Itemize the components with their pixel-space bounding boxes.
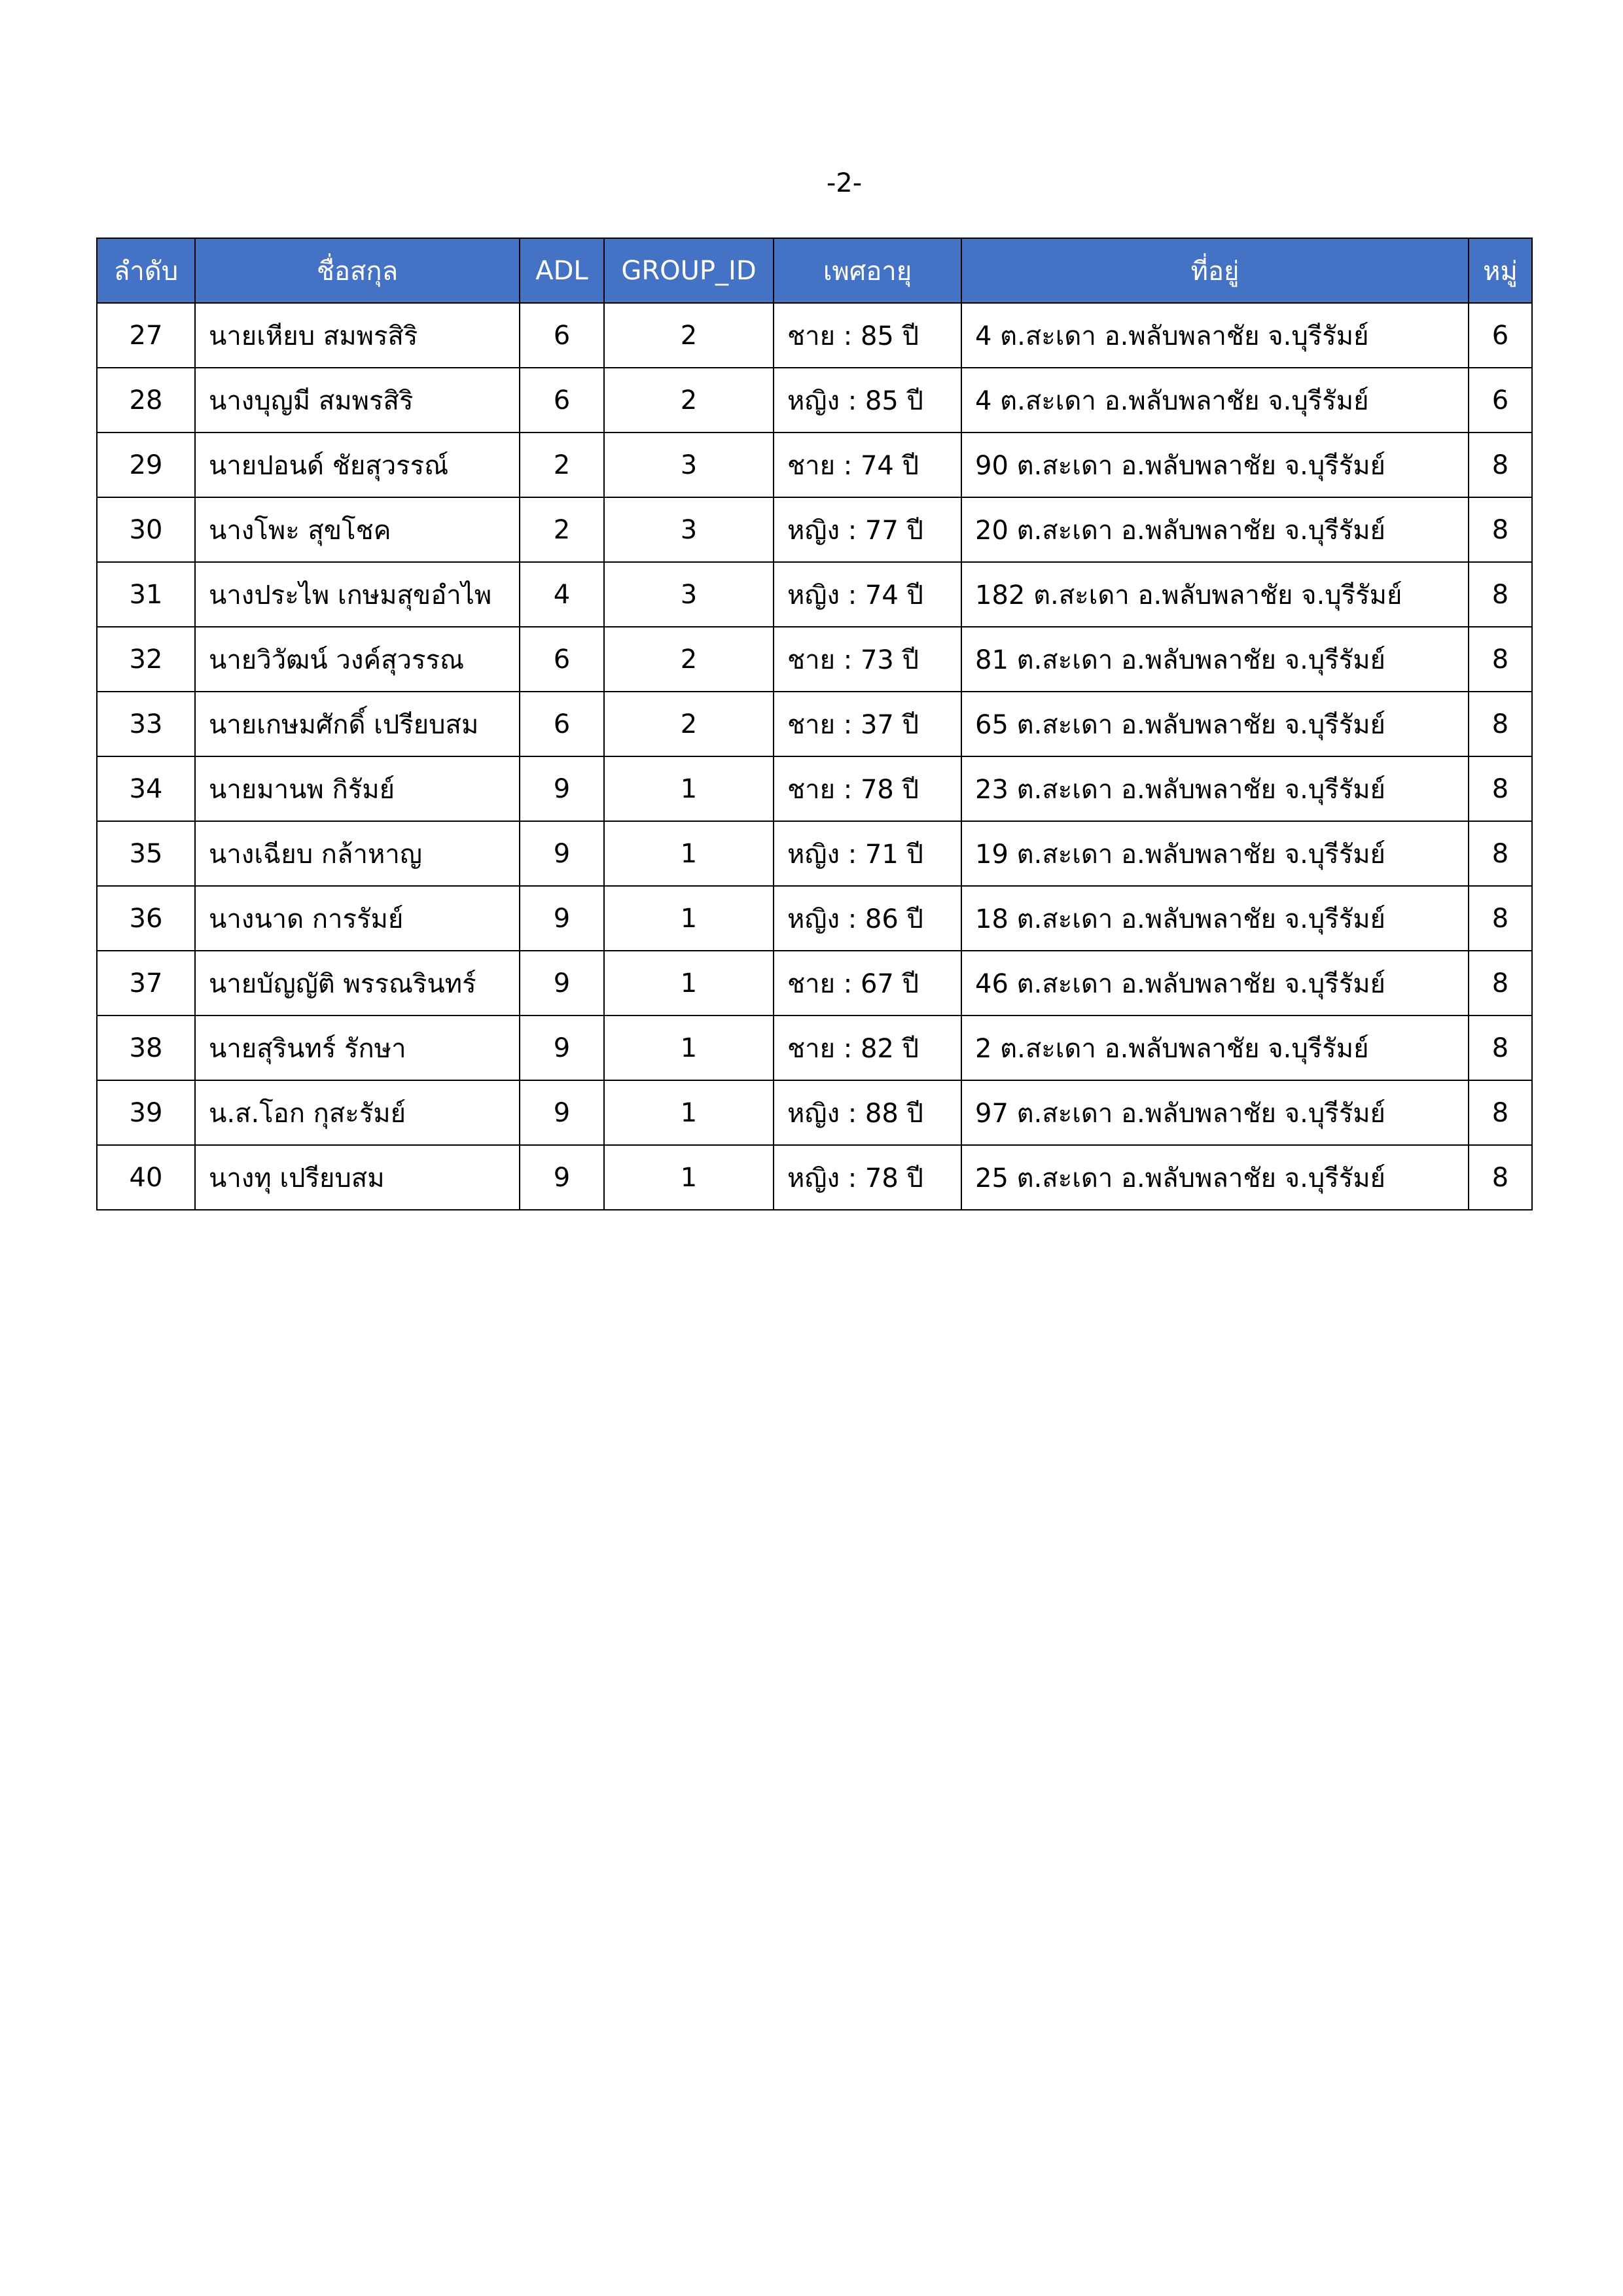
cell-address: 97 ต.สะเดา อ.พลับพลาชัย จ.บุรีรัมย์: [961, 1080, 1469, 1145]
cell-name: นายบัญญัติ พรรณรินทร์: [195, 951, 520, 1016]
cell-address: 2 ต.สะเดา อ.พลับพลาชัย จ.บุรีรัมย์: [961, 1016, 1469, 1080]
cell-village: 8: [1469, 497, 1532, 562]
table-row: [97, 303, 1532, 368]
cell-village: 8: [1469, 1016, 1532, 1080]
cell-adl: 6: [520, 303, 604, 368]
cell-address: 23 ต.สะเดา อ.พลับพลาชัย จ.บุรีรัมย์: [961, 756, 1469, 821]
cell-address: 18 ต.สะเดา อ.พลับพลาชัย จ.บุรีรัมย์: [961, 886, 1469, 951]
cell-village: 8: [1469, 433, 1532, 497]
cell-order: 39: [97, 1080, 195, 1145]
cell-order: 37: [97, 951, 195, 1016]
table-row: [97, 692, 1532, 756]
table-row: [97, 756, 1532, 821]
cell-name: นายสุรินทร์ รักษา: [195, 1016, 520, 1080]
table-row: [97, 1016, 1532, 1080]
cell-gender-age: ชาย : 85 ปี: [774, 303, 961, 368]
cell-gender-age: ชาย : 74 ปี: [774, 433, 961, 497]
cell-village: 8: [1469, 756, 1532, 821]
cell-adl: 9: [520, 1145, 604, 1210]
cell-adl: 9: [520, 886, 604, 951]
cell-gender-age: หญิง : 86 ปี: [774, 886, 961, 951]
cell-gender-age: ชาย : 82 ปี: [774, 1016, 961, 1080]
cell-address: 81 ต.สะเดา อ.พลับพลาชัย จ.บุรีรัมย์: [961, 627, 1469, 692]
cell-gender-age: ชาย : 78 ปี: [774, 756, 961, 821]
cell-village: 8: [1469, 886, 1532, 951]
cell-name: นายเหียบ สมพรสิริ: [195, 303, 520, 368]
cell-gender-age: หญิง : 85 ปี: [774, 368, 961, 433]
cell-group-id: 1: [604, 1016, 774, 1080]
cell-adl: 4: [520, 562, 604, 627]
cell-village: 8: [1469, 1145, 1532, 1210]
cell-order: 36: [97, 886, 195, 951]
cell-gender-age: หญิง : 88 ปี: [774, 1080, 961, 1145]
elderly-roster-table: [96, 238, 1533, 1210]
cell-order: 30: [97, 497, 195, 562]
cell-village: 6: [1469, 303, 1532, 368]
cell-village: 8: [1469, 562, 1532, 627]
cell-name: นางประไพ เกษมสุขอำไพ: [195, 562, 520, 627]
cell-order: 35: [97, 821, 195, 886]
table-header-row: [97, 238, 1532, 303]
cell-name: นายวิวัฒน์ วงค์สุวรรณ: [195, 627, 520, 692]
cell-order: 27: [97, 303, 195, 368]
table-row: [97, 1080, 1532, 1145]
header-village: หมู่: [1469, 238, 1532, 303]
cell-address: 65 ต.สะเดา อ.พลับพลาชัย จ.บุรีรัมย์: [961, 692, 1469, 756]
table-body: [97, 303, 1532, 1210]
cell-gender-age: ชาย : 73 ปี: [774, 627, 961, 692]
cell-adl: 2: [520, 497, 604, 562]
cell-order: 32: [97, 627, 195, 692]
cell-village: 8: [1469, 951, 1532, 1016]
cell-order: 40: [97, 1145, 195, 1210]
cell-address: 182 ต.สะเดา อ.พลับพลาชัย จ.บุรีรัมย์: [961, 562, 1469, 627]
cell-gender-age: หญิง : 77 ปี: [774, 497, 961, 562]
cell-address: 19 ต.สะเดา อ.พลับพลาชัย จ.บุรีรัมย์: [961, 821, 1469, 886]
table-row: [97, 886, 1532, 951]
cell-order: 34: [97, 756, 195, 821]
cell-group-id: 2: [604, 368, 774, 433]
cell-village: 6: [1469, 368, 1532, 433]
cell-adl: 6: [520, 692, 604, 756]
cell-name: นางนาด การรัมย์: [195, 886, 520, 951]
header-group-id: GROUP_ID: [604, 238, 774, 303]
header-address: ที่อยู่: [961, 238, 1469, 303]
cell-group-id: 1: [604, 756, 774, 821]
cell-village: 8: [1469, 692, 1532, 756]
cell-gender-age: หญิง : 74 ปี: [774, 562, 961, 627]
cell-order: 38: [97, 1016, 195, 1080]
cell-adl: 9: [520, 821, 604, 886]
cell-group-id: 2: [604, 627, 774, 692]
cell-order: 31: [97, 562, 195, 627]
cell-group-id: 3: [604, 562, 774, 627]
cell-name: นางโพะ สุขโชค: [195, 497, 520, 562]
cell-name: น.ส.โอก กุสะรัมย์: [195, 1080, 520, 1145]
page-number: -2-: [826, 168, 863, 198]
cell-order: 29: [97, 433, 195, 497]
cell-adl: 9: [520, 1080, 604, 1145]
cell-address: 90 ต.สะเดา อ.พลับพลาชัย จ.บุรีรัมย์: [961, 433, 1469, 497]
table-row: [97, 562, 1532, 627]
header-gender-age: เพศอายุ: [774, 238, 961, 303]
cell-group-id: 1: [604, 886, 774, 951]
cell-adl: 9: [520, 951, 604, 1016]
cell-group-id: 1: [604, 821, 774, 886]
cell-adl: 2: [520, 433, 604, 497]
cell-village: 8: [1469, 1080, 1532, 1145]
cell-adl: 9: [520, 756, 604, 821]
cell-name: นางเฉียบ กล้าหาญ: [195, 821, 520, 886]
cell-group-id: 1: [604, 1145, 774, 1210]
cell-group-id: 3: [604, 497, 774, 562]
cell-address: 20 ต.สะเดา อ.พลับพลาชัย จ.บุรีรัมย์: [961, 497, 1469, 562]
cell-adl: 9: [520, 1016, 604, 1080]
cell-gender-age: ชาย : 67 ปี: [774, 951, 961, 1016]
cell-order: 33: [97, 692, 195, 756]
cell-gender-age: หญิง : 78 ปี: [774, 1145, 961, 1210]
cell-name: นางทุ เปรียบสม: [195, 1145, 520, 1210]
table-row: [97, 821, 1532, 886]
cell-name: นางบุญมี สมพรสิริ: [195, 368, 520, 433]
cell-address: 46 ต.สะเดา อ.พลับพลาชัย จ.บุรีรัมย์: [961, 951, 1469, 1016]
cell-group-id: 2: [604, 303, 774, 368]
header-order: ลำดับ: [97, 238, 195, 303]
table-row: [97, 433, 1532, 497]
header-adl: ADL: [520, 238, 604, 303]
table-row: [97, 497, 1532, 562]
cell-adl: 6: [520, 368, 604, 433]
cell-address: 4 ต.สะเดา อ.พลับพลาชัย จ.บุรีรัมย์: [961, 303, 1469, 368]
cell-name: นายปอนด์ ชัยสุวรรณ์: [195, 433, 520, 497]
cell-village: 8: [1469, 627, 1532, 692]
cell-group-id: 1: [604, 1080, 774, 1145]
cell-gender-age: หญิง : 71 ปี: [774, 821, 961, 886]
table-row: [97, 951, 1532, 1016]
cell-address: 4 ต.สะเดา อ.พลับพลาชัย จ.บุรีรัมย์: [961, 368, 1469, 433]
cell-address: 25 ต.สะเดา อ.พลับพลาชัย จ.บุรีรัมย์: [961, 1145, 1469, 1210]
cell-adl: 6: [520, 627, 604, 692]
cell-group-id: 1: [604, 951, 774, 1016]
cell-order: 28: [97, 368, 195, 433]
table-row: [97, 368, 1532, 433]
cell-name: นายเกษมศักดิ์ เปรียบสม: [195, 692, 520, 756]
table-row: [97, 627, 1532, 692]
table-row: [97, 1145, 1532, 1210]
cell-name: นายมานพ กิรัมย์: [195, 756, 520, 821]
header-name: ชื่อสกุล: [195, 238, 520, 303]
cell-group-id: 2: [604, 692, 774, 756]
cell-village: 8: [1469, 821, 1532, 886]
cell-gender-age: ชาย : 37 ปี: [774, 692, 961, 756]
cell-group-id: 3: [604, 433, 774, 497]
